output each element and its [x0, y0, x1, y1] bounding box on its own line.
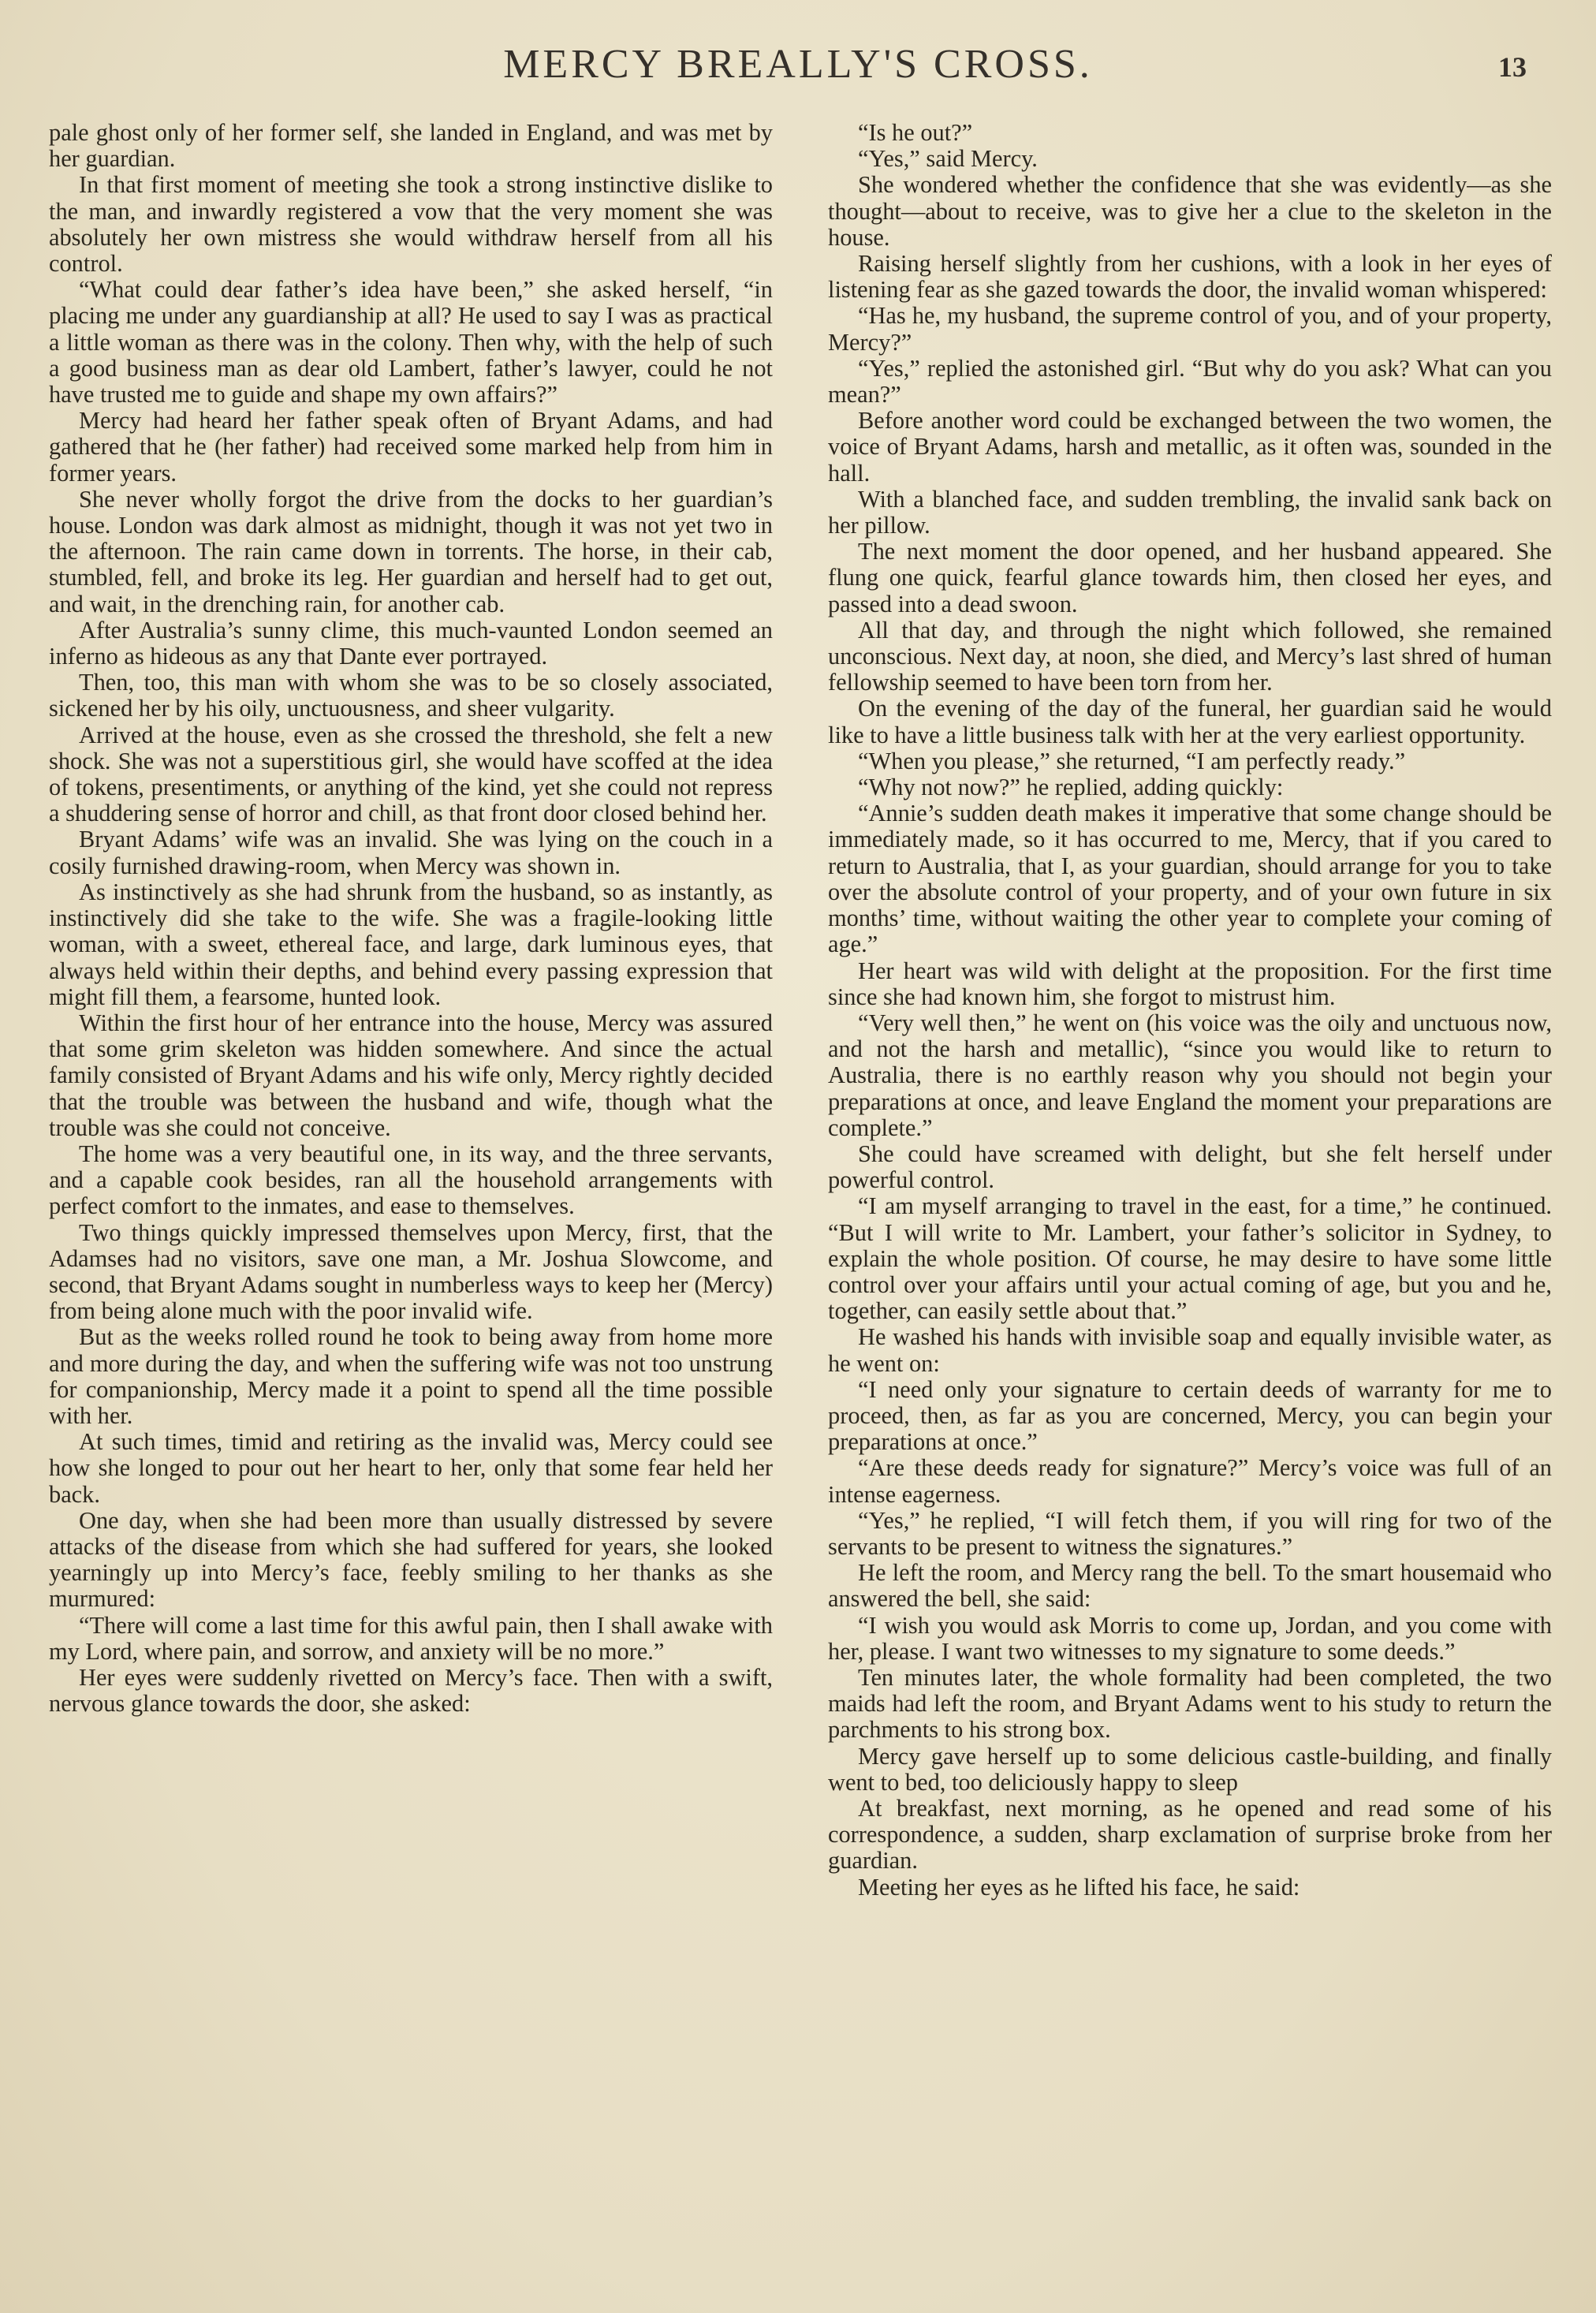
paragraph: On the evening of the day of the funeral, her guardian said he would like to have a little business talk with her at the very earliest opportunity.	[828, 695, 1552, 748]
paragraph: All that day, and through the night which followed, she remained unconscious. Next day, at noon, she died, and Mercy’s last shred of human fellowship seemed to have been torn from her.	[828, 616, 1552, 696]
paragraph: “I need only your signature to certain deeds of warranty for me to proceed, then, as far as you are concerned, Mercy, you can begin your preparations at once.”	[828, 1375, 1552, 1456]
paragraph: After Australia’s sunny clime, this much-vaunted London seemed an inferno as hideous as any that Dante ever portrayed.	[49, 616, 773, 670]
paragraph: The next moment the door opened, and her husband appeared. She flung one quick, fearful glance towards him, then closed her eyes, and passed into a dead swoon.	[828, 538, 1552, 617]
paragraph: “Has he, my husband, the supreme control of you, and of your property, Mercy?”	[828, 302, 1552, 356]
paragraph: “When you please,” she returned, “I am perfectly ready.”	[858, 747, 1406, 774]
paragraph: “Are these deeds ready for signature?” Mercy’s voice was full of an intense eagerness.	[828, 1454, 1552, 1508]
paragraph: Then, too, this man with whom she was to be so closely associated, sickened her by his oily, unctuousness, and sheer vulgarity.	[49, 669, 773, 722]
paragraph: Before another word could be exchanged between the two women, the voice of Bryant Adams, harsh and metallic, as it often was, sounded in the hall.	[828, 407, 1552, 487]
paragraph: Two things quickly impressed themselves upon Mercy, first, that the Adamses had no visitors, save one man, a Mr. Joshua Slowcome, and second, that Bryant Adams sought in numberless ways to keep her (Mercy) from being alone much with the poor invalid wife.	[49, 1218, 773, 1325]
paragraph: “Is he out?”	[858, 119, 973, 146]
paragraph: “Yes,” replied the astonished girl. “But why do you ask? What can you mean?”	[828, 354, 1552, 409]
paragraph: Her heart was wild with delight at the proposition. For the first time since she had known him, she forgot to mistrust him.	[828, 957, 1552, 1010]
paragraph: Mercy had heard her father speak often of Bryant Adams, and had gathered that he (her father) had received some marked help from him in former years.	[49, 407, 773, 487]
paragraph: “What could dear father’s idea have been,” she asked herself, “in placing me under any guardianship at all? He used to say I was as practical a little woman as there was in the colony. Then why, with the help of such a good business man as dear old Lambert, father’s lawyer, could he not have trusted me to guide and shape my own affairs?”	[49, 276, 773, 409]
paragraph: He left the room, and Mercy rang the bell. To the smart housemaid who answered the bell, she said:	[828, 1559, 1552, 1613]
paragraph: “There will come a last time for this awful pain, then I shall awake with my Lord, where pain, and sorrow, and anxiety will be no more.”	[49, 1611, 773, 1665]
paragraph: But as the weeks rolled round he took to being away from home more and more during the day, and when the suffering wife was not too unstrung for companionship, Mercy made it a point to spend all the time possible with her.	[49, 1323, 773, 1429]
paragraph: “Yes,” said Mercy.	[858, 145, 1038, 173]
left-column	[49, 120, 773, 1717]
paragraph: “Annie’s sudden death makes it imperative that some change should be immediately made, so it has occurred to me, Mercy, that if you cared to return to Australia, that I, as your guardian, should arrange for you to take over the absolute control of your property, and of your own future in six months’ time, without waiting the other year to complete your coming of age.”	[828, 800, 1552, 958]
paragraph: Mercy gave herself up to some delicious castle-building, and finally went to bed, too deliciously happy to sleep	[828, 1742, 1552, 1796]
paragraph: Bryant Adams’ wife was an invalid. She was lying on the couch in a cosily furnished drawing-room, when Mercy was shown in.	[49, 826, 773, 879]
paragraph: She never wholly forgot the drive from the docks to her guardian’s house. London was dark almost as midnight, though it was not yet two in the afternoon. The rain came down in torrents. The horse, in their cab, stumbled, fell, and broke its leg. Her guardian and herself had to get out, and wait, in the drenching rain, for another cab.	[49, 485, 773, 617]
paragraph: “I am myself arranging to travel in the east, for a time,” he continued. “But I will write to Mr. Lambert, your father’s solicitor in Sydney, to explain the whole position. Of course, he may desire to have some little control over your affairs until your actual coming of age, but you and he, together, can easily settle about that.”	[828, 1192, 1552, 1325]
paragraph: Her eyes were suddenly rivetted on Mercy’s face. Then with a swift, nervous glance towards the door, she asked:	[49, 1663, 773, 1718]
right-column	[828, 120, 1552, 1901]
paragraph: “Why not now?” he replied, adding quickly:	[858, 774, 1284, 801]
paragraph: With a blanched face, and sudden trembling, the invalid sank back on her pillow.	[828, 485, 1552, 539]
paragraph: Arrived at the house, even as she crossed the threshold, she felt a new shock. She was not a superstitious girl, she would have scoffed at the idea of tokens, presentiments, or anything of the kind, yet she could not repress a shuddering sense of horror and chill, as that front door closed behind her.	[49, 721, 773, 827]
paragraph: Raising herself slightly from her cushions, with a look in her eyes of listening fear as she gazed towards the door, the invalid woman whispered:	[828, 250, 1552, 304]
paragraph: She wondered whether the confidence that she was evidently—as she thought—about to receive, was to give her a clue to the skeleton in the house.	[828, 171, 1552, 251]
paragraph: The home was a very beautiful one, in its way, and the three servants, and a capable cook besides, ran all the household arrangements with perfect comfort to the inmates, and ease to themselves.	[49, 1140, 773, 1220]
paragraph: In that first moment of meeting she took a strong instinctive dislike to the man, and inwardly registered a vow that the very moment she was absolutely her own mistress she would withdraw herself from all his control.	[49, 171, 773, 278]
paragraph: At breakfast, next morning, as he opened and read some of his correspondence, a sudden, sharp exclamation of surprise broke from her guardian.	[828, 1795, 1552, 1875]
paragraph: Within the first hour of her entrance into the house, Mercy was assured that some grim skeleton was hidden somewhere. And since the actual family consisted of Bryant Adams and his wife only, Mercy rightly decided that the trouble was between the husband and wife, though what the trouble was she could not conceive.	[49, 1009, 773, 1141]
paragraph: “Very well then,” he went on (his voice was the oily and unctuous now, and not the harsh and metallic), “since you would like to return to Australia, there is no earthly reason why you should not begin your preparations at once, and leave England the moment your preparations are complete.”	[828, 1009, 1552, 1141]
paragraph: As instinctively as she had shrunk from the husband, so as instantly, as instinctively did she take to the wife. She was a fragile-looking little woman, with a sweet, ethereal face, and large, dark luminous eyes, that always held within their depths, and behind every passing expression that might fill them, a fearsome, hunted look.	[49, 878, 773, 1010]
paragraph: “Yes,” he replied, “I will fetch them, if you will ring for two of the servants to be present to witness the signatures.”	[828, 1506, 1552, 1560]
paragraph: pale ghost only of her former self, she landed in England, and was met by her guardian.	[49, 119, 773, 173]
page-number: 13	[1498, 51, 1527, 83]
paragraph: Meeting her eyes as he lifted his face, he said:	[858, 1873, 1300, 1901]
paragraph: At such times, timid and retiring as the invalid was, Mercy could see how she longed to pour out her heart to her, only that some fear held her back.	[49, 1428, 773, 1508]
paragraph: He washed his hands with invisible soap and equally invisible water, as he went on:	[828, 1323, 1552, 1377]
paragraph: Ten minutes later, the whole formality had been completed, the two maids had left the room, and Bryant Adams went to his study to return the parchments to his strong box.	[828, 1663, 1552, 1744]
running-head-title: MERCY BREALLY'S CROSS.	[503, 42, 1093, 87]
paragraph: “I wish you would ask Morris to come up, Jordan, and you come with her, please. I want two witnesses to my signature to some deeds.”	[828, 1611, 1552, 1665]
paragraph: She could have screamed with delight, but she felt herself under powerful control.	[828, 1140, 1552, 1194]
paragraph: One day, when she had been more than usually distressed by severe attacks of the disease from which she had suffered for years, she looked yearningly up into Mercy’s face, feebly smiling to her thanks as she murmured:	[49, 1506, 773, 1613]
